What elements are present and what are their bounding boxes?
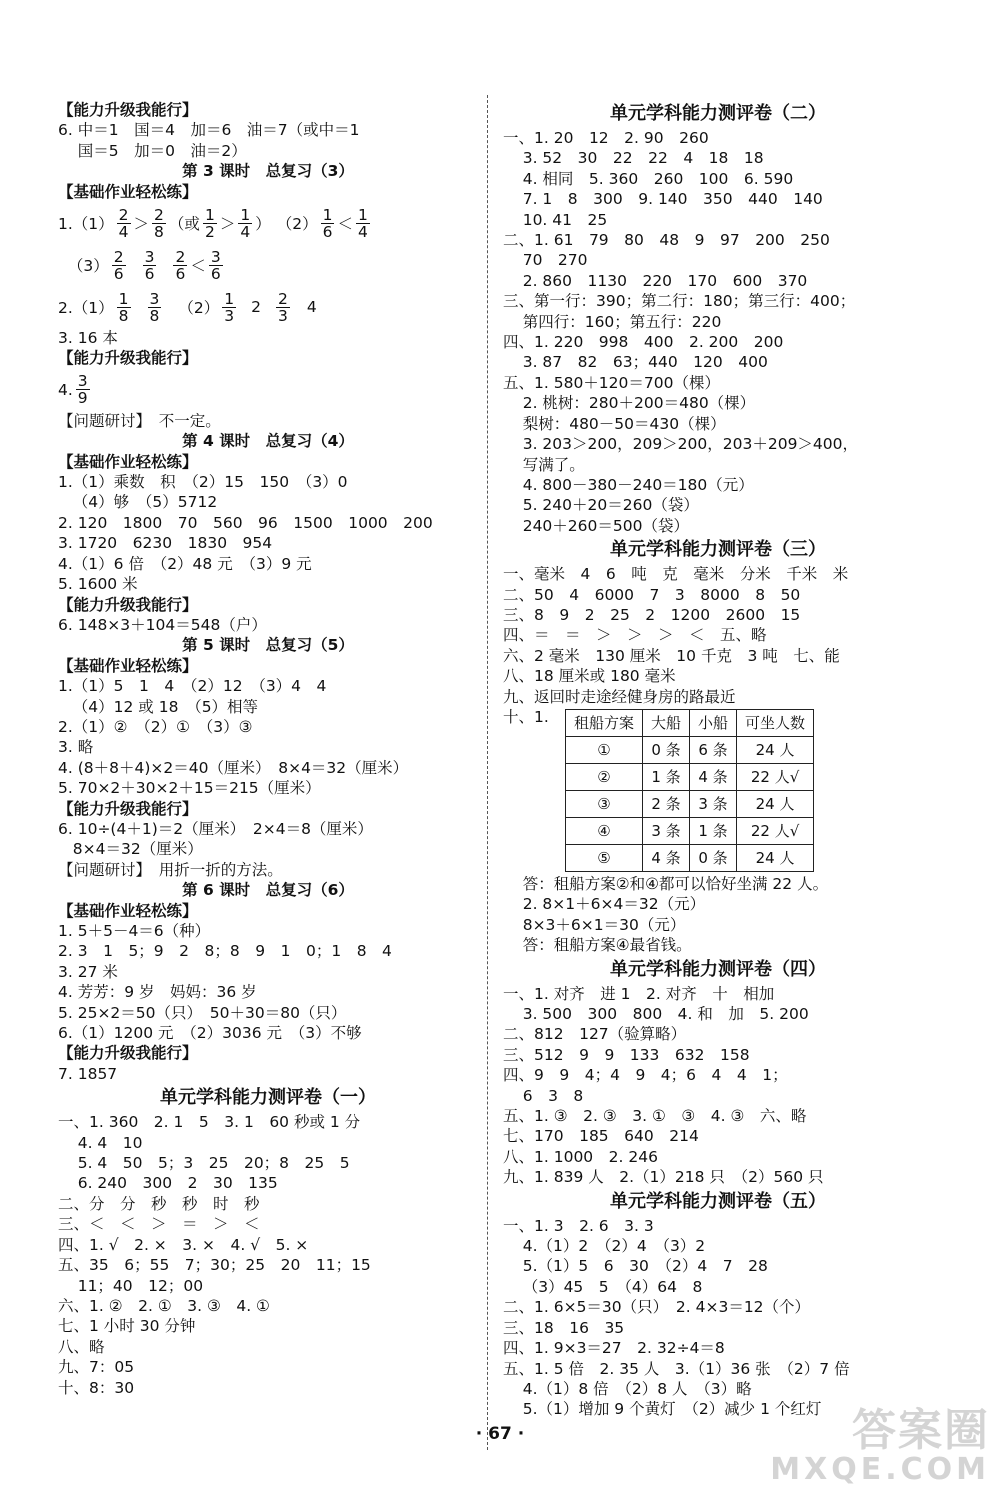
table-cell: ④	[566, 817, 643, 844]
table-row	[566, 736, 814, 763]
answer-line: 一、毫米 4 6 吨 克 毫米 分米 千米 米	[503, 565, 849, 584]
answer-line: 2.（1）② （2）① （3）③	[58, 717, 253, 736]
test-title: 单元学科能力测评卷（四）	[610, 958, 826, 980]
watermark-logo	[770, 1405, 990, 1487]
answer-line: 3. 略	[58, 738, 94, 757]
answer-line: 五、1. ③ 2. ③ 3. ① ③ 4. ③ 六、略	[503, 1107, 807, 1126]
table-cell: 6 条	[690, 736, 737, 763]
table-cell: ⑤	[566, 844, 643, 871]
lesson-heading: 第 5 课时 总复习（5）	[182, 636, 354, 655]
answer-line: 4. 芳芳：9 岁 妈妈：36 岁	[58, 983, 257, 1002]
table-cell: 3 条	[643, 817, 690, 844]
fraction: $\frac{1}{8}$	[118, 289, 129, 325]
fraction: $\frac{1}{4}$	[357, 205, 368, 241]
answer-line: 四、9 9 4；4 9 4；6 4 4 1；	[503, 1066, 788, 1085]
answer-line: 240＋260＝500（袋）	[503, 516, 689, 535]
table-cell: 24 人	[737, 790, 814, 817]
answer-line: 三、第一行：390；第二行：180；第三行：400；	[503, 292, 856, 311]
lesson-heading: 第 3 课时 总复习（3）	[182, 162, 354, 181]
answer-line: 一、1. 对齐 进 1 2. 对齐 十 相加	[503, 984, 775, 1003]
fraction-answer-line: 4. $\frac{3}{9}$	[58, 372, 88, 408]
answer-line: （3）45 5 （4）64 8	[503, 1277, 703, 1296]
test-title: 单元学科能力测评卷（一）	[160, 1087, 376, 1109]
answer-line: 三、18 16 35	[503, 1318, 625, 1337]
answer-line: 4. 相同 5. 360 260 100 6. 590	[503, 169, 794, 188]
table-cell: 4 条	[690, 763, 737, 790]
answer-line: 第四行：160；第五行：220	[503, 312, 722, 331]
fraction: $\frac{1}{3}$	[224, 289, 235, 325]
fraction-answer-line: 2.（1） $\frac{1}{8}$ $\frac{3}{8}$ （2） $\frac{1}{3}$ 2 $\frac{2}{3}$ 4	[58, 289, 317, 325]
answer-line: 二、1. 61 79 80 48 9 97 200 250	[503, 231, 830, 250]
answer-line: 1. 5＋5－4＝6（种）	[58, 922, 211, 940]
answer-line: 3. 1720 6230 1830 954	[58, 534, 273, 553]
page-number: · 67 ·	[475, 1424, 525, 1444]
answer-line: 10. 41 25	[503, 210, 608, 229]
section-heading: 【能力升级我能行】	[58, 1044, 198, 1063]
answer-line: 3. 16 本	[58, 329, 118, 348]
answer-line: 三、512 9 9 133 632 158	[503, 1045, 750, 1064]
section-heading: 【能力升级我能行】	[58, 799, 198, 818]
answer-line: 4.（1）2 （2）4 （3）2	[503, 1237, 706, 1256]
column-divider	[487, 95, 488, 1450]
answer-line: 梨树：480－50＝430（棵）	[503, 414, 726, 433]
table-cell: 0 条	[690, 844, 737, 871]
answer-line: 七、1 小时 30 分钟	[58, 1317, 196, 1336]
fraction: $\frac{3}{6}$	[144, 247, 155, 283]
answer-line: 八、18 厘米或 180 毫米	[503, 667, 676, 686]
fraction: $\frac{3}{9}$	[77, 372, 88, 408]
answer-line: 1.（1）乘数 积 （2）15 150 （3）0	[58, 473, 348, 492]
fraction: $\frac{3}{8}$	[149, 289, 160, 325]
answer-line: 3. 203＞200，209＞200，203＋209＞400，	[503, 435, 859, 454]
right-column: 单元学科能力测评卷（二） 一、1. 20 12 2. 90 260 3. 52 30 22 22 4 18 18 4. 相同 5. 360 260 100 6. 590 7. 1 8 300 9. 140 350 440 140 10. 41 25 二、1. 61 79 80 48 9 97 200 250 70 270 2. 860 1130 220 170 600 370 三、第一行：390；第二行：180；第三行：400； 第四行：160；第五行：220 四、1. 220 998 400 2. 200 200 3. 87 82 63；440 120 400 五、1. 580＋120＝700（棵） 2. 桃树：280＋200＝480（棵） 梨树：480－50＝430（棵） 3. 203＞200，209＞200，203＋209＞400， 写满了。 4. 800－380－240＝180（元） 5. 240＋20＝260（袋） 240＋260＝500（袋） 单元学科能力测评卷（三） 一、毫米 4 6 吨 克 毫米 分米 千米 米 二、50 4 6000 7 3 8000 8 50 三、8 9 2 25 2 1200 2600 15 四、＝ ＝ ＞ ＞ ＞ ＜ 五、略 六、2 毫米 130 厘米 10 千克 3 吨 七、能 八、18 厘米或 180 毫米 九、返回时走途经健身房的路最近 十、1. 租船方案 大船 小船 可坐人数 ① 0 条 6 条 24 人 ② 1 条 4 条 22 人√ ③ 2 条 3 条 24 人 ④ 3 条 1 条 22 人√ ⑤ 4 条 0 条 24 人 答：租船方案②和④都可以恰好坐满 22 人。 2. 8×1＋6×4＝32（元） 8×3＋6×1＝30（元） 答：租船方案④最省钱。 单元学科能力测评卷（四） 一、1. 对齐 进 1 2. 对齐 十 相加 3. 500 300 800 4. 和 加 5. 200 二、812 127（验算略） 三、512 9 9 133 632 158 四、9 9 4；4 9 4；6 4 4 1； 6 3 8 五、1. ③ 2. ③ 3. ① ③ 4. ③ 六、略 七、170 185 640 214 八、1. 1000 2. 246 九、1. 839 人 2.（1）218 只 （2）560 只 单元学科能力测评卷（五） 一、1. 3 2. 6 3. 3 4.（1）2 （2）4 （3）2 5.（1）5 6 30 （2）4 7 28 （3）45 5 （4）64 8 二、1. 6×5＝30（只） 2. 4×3＝12（个） 三、18 16 35 四、1. 9×3＝27 2. 32÷4＝8 五、1. 5 倍 2. 35 人 3.（1）36 张 （2）7 倍 4.（1）8 倍 （2）8 人 （3）略 5.（1）增加 9 个黄灯 （2）减少 1 个红灯	[503, 100, 933, 1420]
fraction: $\frac{1}{2}$	[204, 205, 215, 241]
fraction: $\frac{1}{6}$	[322, 205, 333, 241]
table-row	[566, 844, 814, 871]
answer-line: 六、1. ② 2. ① 3. ③ 4. ①	[58, 1296, 270, 1315]
answer-line: （4）够 （5）5712	[58, 493, 218, 512]
answer-line: 八、1. 1000 2. 246	[503, 1147, 658, 1166]
answer-line: 5. 1600 米	[58, 575, 138, 594]
answer-line: 5.（1）5 6 30 （2）4 7 28	[503, 1257, 768, 1276]
answer-line: 3. 500 300 800 4. 和 加 5. 200	[503, 1005, 809, 1023]
answer-line: 九、7：05	[58, 1358, 135, 1377]
answer-line: 七、170 185 640 214	[503, 1127, 699, 1146]
fraction: $\frac{3}{6}$	[210, 247, 221, 283]
answer-line: 二、50 4 6000 7 3 8000 8 50	[503, 585, 801, 604]
answer-line: 一、1. 360 2. 1 5 3. 1 60 秒或 1 分	[58, 1113, 361, 1132]
answer-line: 3. 87 82 63；440 120 400	[503, 353, 768, 372]
table-header: 大船	[643, 709, 690, 736]
answer-line: 4. 800－380－240＝180（元）	[503, 475, 754, 494]
answer-line: 2. 120 1800 70 560 96 1500 1000 200	[58, 513, 433, 532]
answer-line: 国＝5 加＝0 油＝2）	[58, 141, 247, 160]
answer-line: 十、8：30	[58, 1378, 135, 1397]
answer-line: 四、1. 220 998 400 2. 200 200	[503, 333, 784, 352]
answer-line: 6. 148×3＋104＝548（户）	[58, 615, 267, 634]
answer-line: 2. 8×1＋6×4＝32（元）	[503, 895, 706, 914]
section-heading: 【基础作业轻松练】	[58, 901, 198, 920]
answer-line: 5. 240＋20＝260（袋）	[503, 496, 699, 515]
table-cell: ①	[566, 736, 643, 763]
table-row	[566, 763, 814, 790]
table-header: 小船	[690, 709, 737, 736]
table-cell: 22 人√	[737, 763, 814, 790]
answer-line: 5.（1）增加 9 个黄灯 （2）减少 1 个红灯	[503, 1400, 822, 1419]
table-cell: 24 人	[737, 844, 814, 871]
fraction: $\frac{2}{8}$	[154, 205, 164, 241]
test-title: 单元学科能力测评卷（五）	[610, 1190, 826, 1212]
answer-line: 2. 860 1130 220 170 600 370	[503, 271, 808, 290]
answer-line: 6. 中＝1 国＝4 加＝6 油＝7（或中＝1	[58, 121, 360, 140]
answer-line: 8×3＋6×1＝30（元）	[503, 915, 686, 934]
table-cell: 0 条	[643, 736, 690, 763]
answer-line: 6 3 8	[503, 1086, 584, 1105]
answer-line: 2. 桃树：280＋200＝480（棵）	[503, 394, 756, 413]
answer-line: 二、1. 6×5＝30（只） 2. 4×3＝12（个）	[503, 1298, 811, 1317]
answer-line: 五、1. 5 倍 2. 35 人 3.（1）36 张 （2）7 倍	[503, 1359, 850, 1378]
fraction: $\frac{1}{4}$	[240, 205, 251, 241]
left-column	[58, 100, 478, 1398]
answer-line: 6. 240 300 2 30 135	[58, 1174, 278, 1193]
answer-line: 1.（1）5 1 4 （2）12 （3）4 4	[58, 677, 327, 696]
answer-line: 答：租船方案④最省钱。	[503, 936, 692, 955]
fraction: $\frac{2}{4}$	[118, 205, 129, 241]
section-heading: 【基础作业轻松练】	[58, 452, 198, 471]
answer-line: 五、1. 580＋120＝700（棵）	[503, 373, 720, 392]
answer-line: 4.（1）8 倍 （2）8 人 （3）略	[503, 1379, 752, 1398]
answer-line: 【问题研讨】 不一定。	[58, 411, 221, 430]
answer-line: 四、1. √ 2. × 3. × 4. √ 5. ×	[58, 1235, 309, 1254]
answer-line: 5. 25×2＝50（只） 50＋30＝80（只）	[58, 1003, 347, 1022]
answer-line: 三、8 9 2 25 2 1200 2600 15	[503, 605, 801, 624]
answer-line: 3. 27 米	[58, 962, 118, 981]
rental-plan-table	[565, 709, 814, 872]
answer-line: 6. 10÷(4＋1)＝2（厘米） 2×4＝8（厘米）	[58, 819, 373, 838]
fraction-answer-line: 1.（1） $\frac{2}{4}$ ＞ $\frac{2}{8}$ （或 $\frac{1}{2}$ ＞ $\frac{1}{4}$ ） （2） $\frac{1}{6}$ ＜ $\frac{1}{4}$	[58, 205, 368, 241]
table-cell: 3 条	[690, 790, 737, 817]
answer-line: 2. 3 1 5；9 2 8；8 9 1 0；1 8 4	[58, 942, 392, 961]
table-row	[566, 817, 814, 844]
answer-line: 70 270	[503, 251, 588, 270]
table-cell: ②	[566, 763, 643, 790]
lesson-heading: 第 6 课时 总复习（6）	[182, 881, 354, 900]
answer-line: 答：租船方案②和④都可以恰好坐满 22 人。	[503, 874, 829, 893]
fraction: $\frac{2}{6}$	[113, 247, 124, 283]
test-title: 单元学科能力测评卷（二）	[610, 103, 826, 124]
answer-line: 八、略	[58, 1337, 105, 1356]
table-row	[566, 790, 814, 817]
fraction: $\frac{2}{3}$	[278, 289, 288, 325]
section-heading: 【能力升级我能行】	[58, 349, 198, 368]
answer-line: 7. 1857	[58, 1064, 118, 1083]
answer-line: 4. (8＋8＋4)×2＝40（厘米） 8×4＝32（厘米）	[58, 758, 409, 777]
answer-line: 5. 4 50 5；3 25 20；8 25 5	[58, 1154, 350, 1173]
answer-line: 4.（1）6 倍 （2）48 元 （3）9 元	[58, 554, 312, 573]
answer-line: 九、1. 839 人 2.（1）218 只 （2）560 只	[503, 1168, 824, 1187]
answer-line: 11；40 12；00	[58, 1276, 204, 1295]
table-header: 租船方案	[566, 709, 643, 736]
table-header: 可坐人数	[737, 709, 814, 736]
answer-line: 九、返回时走途经健身房的路最近	[503, 687, 736, 706]
section-heading: 【基础作业轻松练】	[58, 656, 198, 675]
answer-line: 一、1. 3 2. 6 3. 3	[503, 1216, 654, 1235]
answer-line: 7. 1 8 300 9. 140 350 440 140	[503, 190, 823, 209]
answer-line: 五、35 6；55 7；30；25 20 11；15	[58, 1256, 371, 1275]
lesson-heading: 第 4 课时 总复习（4）	[182, 432, 354, 451]
fraction-answer-line: （3） $\frac{2}{6}$ $\frac{3}{6}$ $\frac{2}{6}$ ＜ $\frac{3}{6}$	[58, 247, 221, 283]
answer-line: 六、2 毫米 130 厘米 10 千克 3 吨 七、能	[503, 646, 840, 665]
table-cell: 1 条	[690, 817, 737, 844]
answer-line: （4）12 或 18 （5）相等	[58, 697, 259, 716]
watermark-text: 答案圈	[852, 1405, 990, 1456]
answer-line: 二、812 127（验算略）	[503, 1025, 687, 1044]
watermark-url: MXQE.COM	[770, 1452, 990, 1487]
section-heading: 【能力升级我能行】	[58, 101, 198, 119]
answer-line: 二、分 分 秒 秒 时 秒	[58, 1194, 260, 1213]
section-heading: 【基础作业轻松练】	[58, 182, 198, 201]
test-title: 单元学科能力测评卷（三）	[610, 539, 826, 561]
answer-line: 3. 52 30 22 22 4 18 18	[503, 149, 764, 168]
table-cell: 4 条	[643, 844, 690, 871]
answer-line: 8×4＝32（厘米）	[58, 840, 203, 859]
table-cell: ③	[566, 790, 643, 817]
answer-line: 【问题研讨】 用折一折的方法。	[58, 860, 283, 879]
table-cell: 1 条	[643, 763, 690, 790]
answer-line: 4. 4 10	[58, 1133, 143, 1152]
fraction: $\frac{2}{6}$	[175, 247, 186, 283]
answer-line: 5. 70×2＋30×2＋15＝215（厘米）	[58, 779, 321, 798]
section-heading: 【能力升级我能行】	[58, 595, 198, 614]
answer-line: 四、＝ ＝ ＞ ＞ ＞ ＜ 五、略	[503, 626, 767, 645]
answer-line: 四、1. 9×3＝27 2. 32÷4＝8	[503, 1339, 725, 1358]
answer-line: 三、＜ ＜ ＞ ＝ ＞ ＜	[58, 1215, 260, 1234]
answer-line: 6.（1）1200 元 （2）3036 元 （3）不够	[58, 1024, 362, 1043]
table-cell: 24 人	[737, 736, 814, 763]
answer-line: 写满了。	[503, 455, 585, 474]
table-header-row	[566, 709, 814, 736]
table-cell: 2 条	[643, 790, 690, 817]
answer-line: 一、1. 20 12 2. 90 260	[503, 129, 709, 147]
table-cell: 22 人√	[737, 817, 814, 844]
